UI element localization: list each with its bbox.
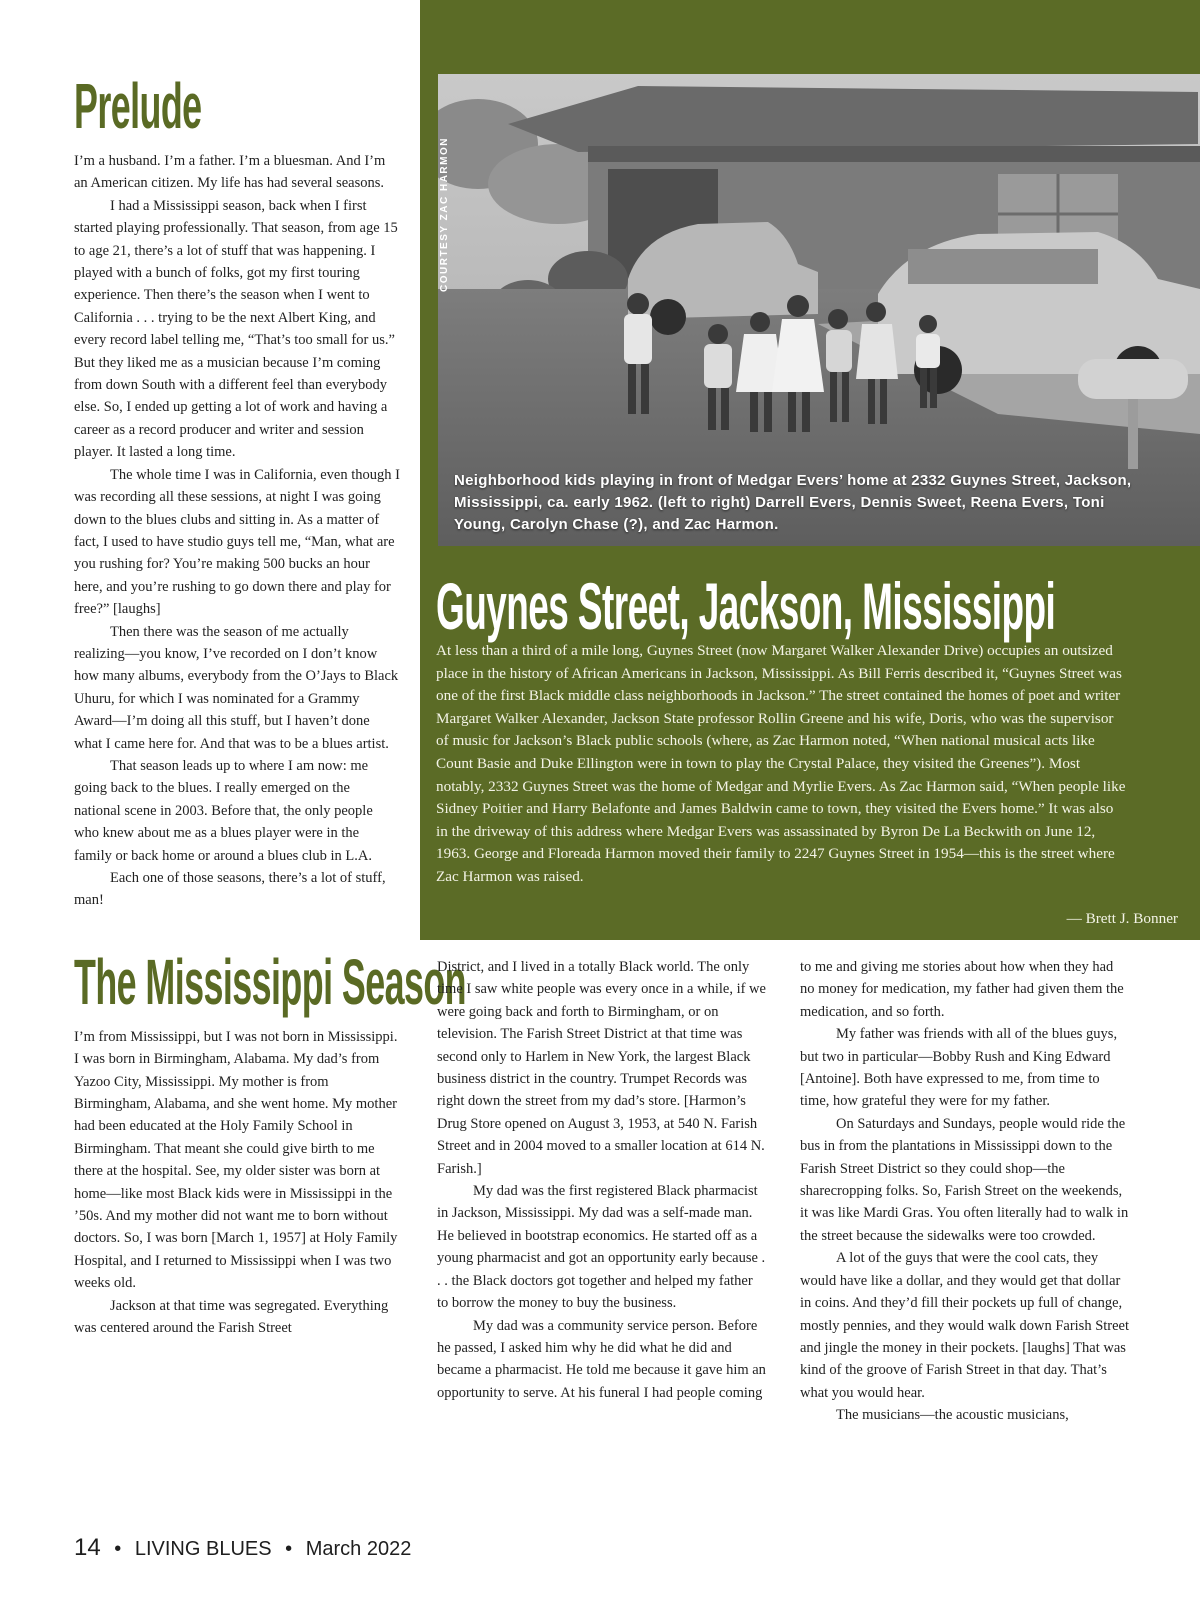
mississippi-season-body	[74, 1026, 400, 1340]
prelude-paragraph: Then there was the season of me actually realizing—you know, I’ve recorded on I don’t know how many albums, everybody from the O’Jays to Black Uhuru, for which I was nominated for a Grammy Award—I’m doing all this stuff, but I haven’t done what I came here for. And that was to be a blues artist.	[74, 623, 399, 752]
magazine-name: LIVING BLUES	[134, 1538, 272, 1560]
photo-caption: Neighborhood kids playing in front of Medgar Evers’ home at 2332 Guynes Street, Jackson, Mississippi, ca. early 1962. (left to right) Darrell Evers, Dennis Sweet, Reena Evers, Toni Young, Carolyn Chase (?), and Zac Harmon.	[454, 472, 1132, 533]
right-column	[800, 956, 1130, 1427]
mississippi-paragraph: Jackson at that time was segregated. Everything was centered around the Farish Street	[74, 1297, 389, 1337]
middle-paragraph: My dad was a community service person. Before he passed, I asked him why he did what he did and became a pharmacist. He told me because it gave him an opportunity to serve. At his funeral I had people coming	[437, 1317, 766, 1401]
prelude-paragraph: I had a Mississippi season, back when I first started playing professionally. That season, from age 15 to age 21, there’s a lot of stuff that was happening. I played with a bunch of folks, got my first touring experience. Then there’s the season when I went to California . . . trying to be the next Albert King, and every record label telling me, “That’s too small for us.” But they liked me as a musician because I’m coming from down South with a different feel than everybody else. So, I ended up getting a lot of work and having a career as a record producer and writer and session player. It lasted a long time.	[74, 197, 398, 461]
neighborhood-photo	[438, 74, 1200, 546]
right-paragraph: A lot of the guys that were the cool cats, they would have like a dollar, and they would get that dollar in coins. And they’d fill their pockets up full of change, mostly pennies, and they would walk down Farish Street and jingle the money in their pockets. [laughs] That was kind of the groove of Farish Street in that day. That’s what you would hear.	[800, 1250, 1130, 1401]
photo-credit: COURTESY ZAC HARMON	[439, 137, 450, 292]
footer-separator: •	[285, 1538, 293, 1560]
page-footer	[74, 1534, 411, 1562]
footer-separator: •	[114, 1538, 122, 1560]
prelude-paragraph: That season leads up to where I am now: me going back to the blues. I really emerged on the national scene in 2003. Before that, the only people who knew about me as a blues player were in the family or back home or around a blues club in L.A.	[74, 757, 373, 864]
right-paragraph: My father was friends with all of the blues guys, but two in particular—Bobby Rush and King Edward [Antoine]. Both have expressed to me, from time to time, how grateful they were for my father.	[800, 1026, 1118, 1110]
right-paragraph: to me and giving me stories about how when they had no money for medication, my father had given them the medication, and so forth.	[800, 959, 1124, 1020]
guynes-street-sidebar	[420, 0, 1200, 940]
right-paragraph: The musicians—the acoustic musicians,	[836, 1407, 1069, 1424]
guynes-street-heading: Guynes Street, Jackson, Mississippi	[436, 569, 1056, 643]
prelude-paragraph: I’m a husband. I’m a father. I’m a bluesman. And I’m an American citizen. My life has had several seasons.	[74, 153, 386, 192]
middle-column	[437, 956, 767, 1404]
mississippi-season-heading: The Mississippi Season	[74, 945, 466, 1018]
page-number: 14	[74, 1534, 101, 1561]
middle-paragraph: District, and I lived in a totally Black world. The only time I saw white people was every once in a while, if we were going back and forth to Birmingham, or on television. The Farish Street District at that time was second only to Harlem in New York, the largest Black business district in the country. Trumpet Records was right down the street from my dad’s store. [Harmon’s Drug Store opened on August 3, 1953, at 540 N. Farish Street and in 2004 moved to a smaller location at 614 N. Farish.]	[437, 959, 766, 1177]
right-paragraph: On Saturdays and Sundays, people would ride the bus in from the plantations in Mississippi down to the Farish Street District so they could shop—the sharecropping folks. So, Farish Street on the weekends, it was like Mardi Gras. You often literally had to walk in the street because the sidewalks were too crowded.	[800, 1115, 1129, 1244]
prelude-body	[74, 150, 400, 912]
guynes-street-body: At less than a third of a mile long, Guynes Street (now Margaret Walker Alexander Drive) occupies an outsized place in the history of African Americans in Jackson, Mississippi. As Bill Ferris described it, “Guynes Street was one of the first Black middle class neighborhoods in Jackson.” The street contained the homes of poet and writer Margaret Walker Alexander, Jackson State professor Rollin Greene and his wife, Doris, who was the supervisor of music for Jackson’s Black public schools (where, as Zac Harmon noted, “When national musical acts like Count Basie and Duke Ellington were in town to play the Crystal Palace, they visited the Greenes”). Most notably, 2332 Guynes Street was the home of Medgar and Myrlie Evers. As Zac Harmon said, “When people like Sidney Poitier and Harry Belafonte and James Baldwin came to town, they visited the Evers home.” It was also in the driveway of this address where Medgar Evers was assassinated by Byron De La Beckwith on June 12, 1963. George and Floreada Harmon moved their family to 2247 Guynes Street in 1954—this is the street where Zac Harmon was raised.	[436, 642, 1126, 885]
prelude-paragraph: The whole time I was in California, even though I was recording all these sessions, at night I was going down to the blues clubs and sitting in. As a matter of fact, I used to have studio guys tell me, “Man, what are you rushing for? You’re making 500 bucks an hour here, and you’re rushing to go down there and play for free?” [laughs]	[74, 466, 400, 618]
prelude-heading: Prelude	[74, 70, 202, 142]
prelude-paragraph: Each one of those seasons, there’s a lot of stuff, man!	[74, 870, 386, 909]
issue-date: March 2022	[305, 1538, 412, 1560]
mississippi-paragraph: I’m from Mississippi, but I was not born in Mississippi. I was born in Birmingham, Alabama. My dad’s from Yazoo City, Mississippi. My mother is from Birmingham, Alabama, and she went home. My mother had been educated at the Holy Family School in Birmingham. That meant she could give birth to me there at the hospital. See, my older sister was born at home—like most Black kids were in Mississippi in the ’50s. And my mother did not want me to born without doctors. So, I was born [March 1, 1957] at Holy Family Hospital, and I returned to Mississippi when I was two weeks old.	[74, 1028, 398, 1292]
byline: — Brett J. Bonner	[1066, 910, 1178, 927]
middle-paragraph: My dad was the first registered Black pharmacist in Jackson, Mississippi. My dad was a self-made man. He believed in bootstrap economics. He started off as a young pharmacist and got an opportunity early because . . . the Black doctors got together and helped my father to borrow the money to buy the business.	[437, 1183, 766, 1312]
